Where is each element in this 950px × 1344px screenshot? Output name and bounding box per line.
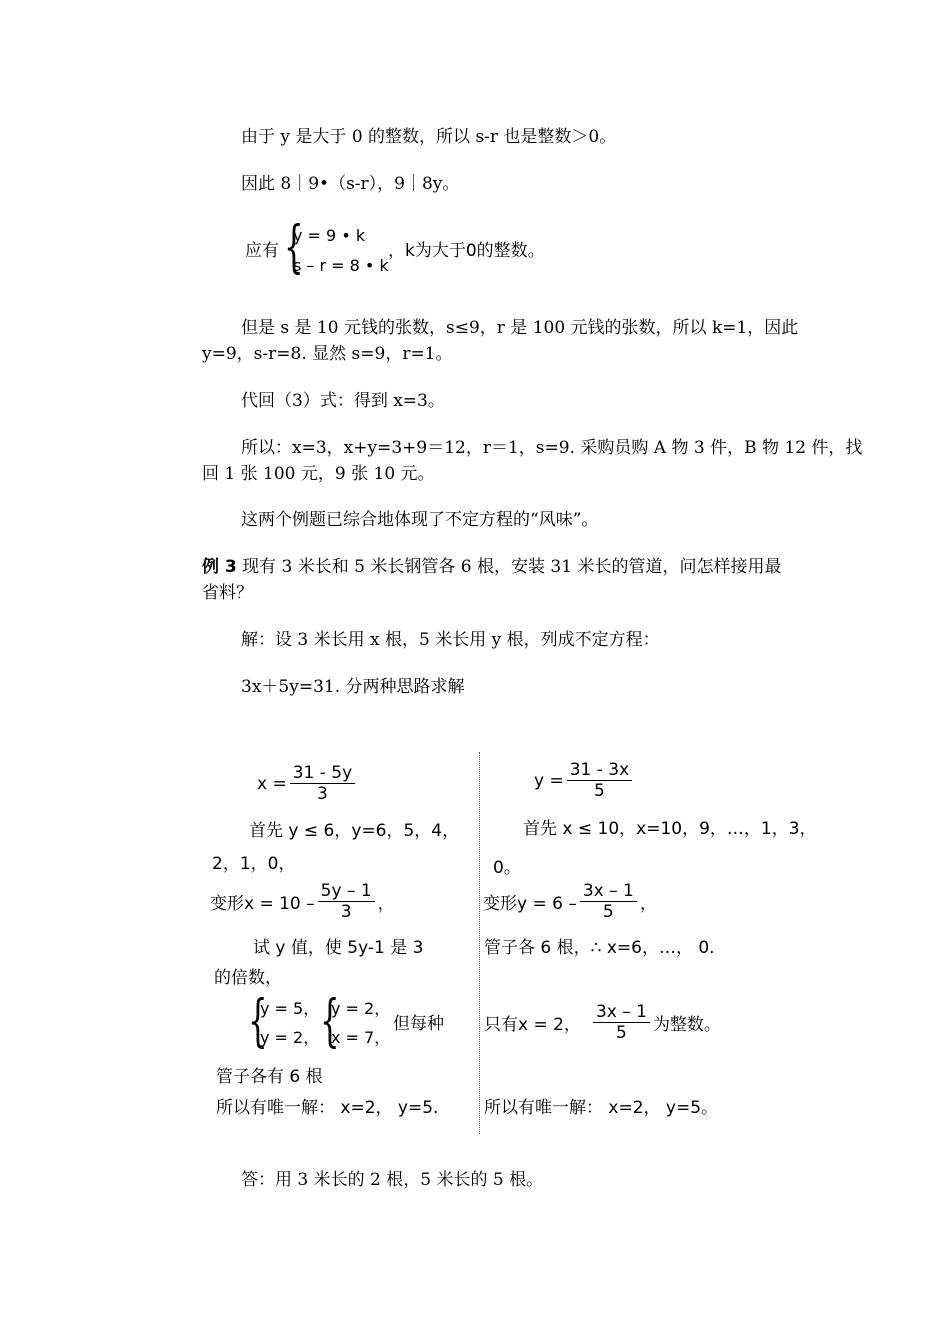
left-x-denominator: 3	[317, 784, 328, 804]
text-line-5b: 回 1 张 100 元，9 张 10 元。	[202, 464, 435, 484]
system-eq-2: s – r = 8 • k	[293, 256, 389, 275]
left-sys1-b: y = 2，	[260, 1028, 320, 1047]
left-transform: 变形x = 10 – $\frac{5y - 1}{3}$ ，	[210, 881, 395, 922]
example-3-line	[202, 556, 781, 578]
answer-line: 答：用 3 米长的 2 根，5 米长的 5 根。	[241, 1170, 544, 1190]
right-unique: 所以有唯一解： x=2， y=5。	[484, 1098, 719, 1118]
left-brace: {	[284, 215, 304, 280]
right-y-formula: y = $\frac{31 - 3x}{5}$	[534, 760, 635, 801]
text-line-3a: 但是 s 是 10 元钱的张数，s≤9，r 是 100 元钱的张数，所以 k=1，因此	[241, 318, 799, 338]
right-only: 只有x = 2， $\frac{3x - 1}{5}$ 为整数。	[484, 1002, 721, 1043]
example-text: 现有 3 米长和 5 米长钢管各 6 根，安装 31 米长的管道，问怎样接用最	[236, 557, 782, 577]
example-3-line-b: 省料？	[202, 583, 253, 603]
main-equation: 3x＋5y=31. 分两种思路求解	[241, 677, 465, 697]
left-try-a: 试 y 值，使 5y-1 是 3	[253, 938, 424, 958]
example-label: 例 3	[202, 557, 237, 577]
right-first-b: 0。	[493, 858, 521, 878]
right-y-denominator: 5	[594, 781, 605, 801]
text-line-6: 这两个例题已综合地体现了不定方程的“风味”。	[241, 510, 599, 530]
text-line-1: 由于 y 是大于 0 的整数，所以 s-r 也是整数＞0。	[241, 127, 617, 147]
column-divider	[479, 752, 480, 1134]
right-transform: 变形y = 6 – $\frac{3x - 1}{5}$ ，	[483, 881, 657, 922]
text-line-4: 代回（3）式：得到 x=3。	[241, 391, 445, 411]
right-first-a: 首先 x ≤ 10，x=10，9，…，1，3，	[523, 819, 817, 839]
left-x-formula: x = $\frac{31 - 5y}{3}$	[257, 763, 358, 804]
right-pipes: 管子各 6 根，∴ x=6，…， 0.	[484, 938, 715, 958]
solution-intro: 解：设 3 米长用 x 根，5 米长用 y 根，列成不定方程：	[241, 630, 660, 650]
left-pipes: 管子各有 6 根	[216, 1067, 323, 1087]
left-x-numerator: 31 - 5y	[290, 763, 355, 784]
text-line-5a: 所以：x=3，x+y=3+9＝12，r＝1，s=9. 采购员购 A 物 3 件，B 物 12 件，找	[241, 438, 863, 458]
left-first-b: 2，1，0，	[212, 854, 296, 874]
system-eq-1: y = 9 • k	[293, 226, 366, 245]
left-sys2-a: y = 2，	[331, 999, 391, 1018]
left-sys1-a: y = 5，	[260, 999, 320, 1018]
text-line-3b: y=9，s-r=8. 显然 s=9，r=1。	[202, 344, 453, 364]
left-brace-1: {	[248, 989, 268, 1054]
left-unique: 所以有唯一解： x=2， y=5.	[216, 1098, 439, 1118]
left-brace-2: {	[320, 989, 340, 1054]
left-sys2-b: x = 7，	[331, 1028, 391, 1047]
left-but: 但每种	[393, 1014, 444, 1034]
system-prefix: 应有	[245, 241, 279, 261]
left-first-a: 首先 y ≤ 6，y=6，5，4，	[249, 821, 460, 841]
right-y-numerator: 31 - 3x	[567, 760, 632, 781]
system-suffix: ，k为大于0的整数。	[388, 241, 545, 261]
left-try-b: 的倍数，	[214, 968, 282, 988]
text-line-2: 因此 8｜9•（s-r），9｜8y。	[241, 174, 460, 194]
